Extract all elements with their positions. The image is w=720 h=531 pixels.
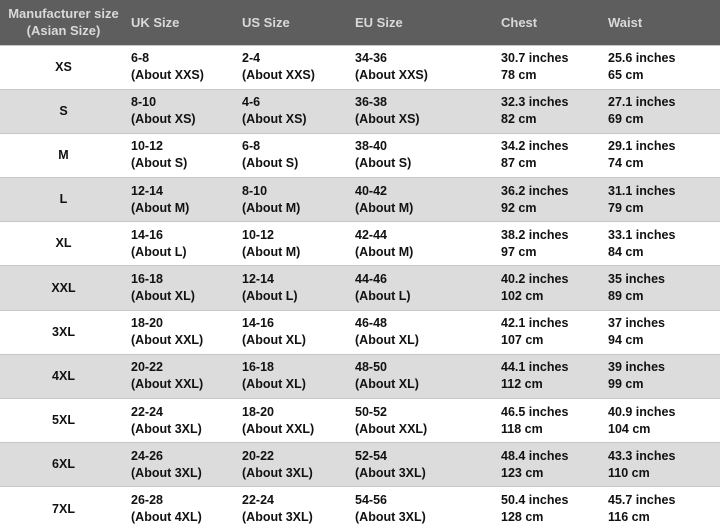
waist-cell-line1: 43.3 inches (608, 448, 676, 463)
eu-cell-line1: 34-36 (355, 51, 387, 66)
uk-cell-line2: (About XXS) (131, 68, 204, 83)
chest-cell-line1: 38.2 inches (501, 227, 569, 242)
us-cell-line1: 12-14 (242, 272, 274, 287)
us-cell-line1: 8-10 (242, 183, 268, 198)
uk-cell-line2: (About XL) (131, 289, 195, 304)
table-row (0, 178, 720, 222)
eu-cell (351, 178, 497, 222)
chest-cell-line1: 50.4 inches (501, 493, 569, 508)
table-row (0, 89, 720, 133)
chest-cell-line2: 97 cm (501, 244, 537, 259)
eu-cell-line1: 44-46 (355, 272, 387, 287)
waist-cell-line2: 65 cm (608, 68, 644, 83)
eu-cell (351, 310, 497, 354)
us-cell-line1: 4-6 (242, 95, 261, 110)
table-row (0, 133, 720, 177)
manufacturer-size-cell: XS (0, 45, 127, 89)
us-cell (238, 178, 351, 222)
eu-cell-line2: (About XL) (355, 333, 419, 348)
waist-cell (604, 354, 720, 398)
table-row (0, 45, 720, 89)
chest-cell-line2: 123 cm (501, 465, 544, 480)
table-row (0, 399, 720, 443)
us-cell (238, 45, 351, 89)
us-cell-line1: 14-16 (242, 316, 274, 331)
us-cell-line1: 6-8 (242, 139, 261, 154)
eu-cell (351, 133, 497, 177)
eu-cell-line2: (About XL) (355, 377, 419, 392)
eu-cell-line1: 52-54 (355, 448, 387, 463)
waist-cell-line1: 31.1 inches (608, 183, 676, 198)
uk-cell-line1: 14-16 (131, 227, 163, 242)
eu-cell-line2: (About 3XL) (355, 465, 426, 480)
uk-cell-line1: 8-10 (131, 95, 157, 110)
eu-cell-line2: (About S) (355, 156, 412, 171)
header-manufacturer-size-line2: (Asian Size) (26, 23, 101, 39)
eu-cell-line2: (About M) (355, 200, 414, 215)
us-cell-line2: (About M) (242, 200, 301, 215)
waist-cell-line1: 37 inches (608, 316, 665, 331)
chest-cell-line2: 102 cm (501, 289, 544, 304)
uk-cell-line1: 16-18 (131, 272, 163, 287)
us-cell-line2: (About M) (242, 244, 301, 259)
waist-cell (604, 266, 720, 310)
chest-cell-line2: 118 cm (501, 421, 543, 436)
waist-cell-line2: 116 cm (608, 510, 650, 525)
eu-cell (351, 443, 497, 487)
uk-cell-line2: (About XXL) (131, 333, 204, 348)
manufacturer-size-cell: 6XL (0, 443, 127, 487)
uk-cell-line1: 26-28 (131, 493, 163, 508)
eu-cell (351, 354, 497, 398)
waist-cell (604, 399, 720, 443)
us-cell-line2: (About XL) (242, 377, 306, 392)
chest-cell-line1: 48.4 inches (501, 448, 569, 463)
uk-cell (127, 310, 238, 354)
eu-cell-line1: 40-42 (355, 183, 387, 198)
waist-cell-line1: 33.1 inches (608, 227, 676, 242)
eu-cell-line2: (About XS) (355, 112, 420, 127)
waist-cell (604, 487, 720, 531)
eu-cell-line1: 48-50 (355, 360, 387, 375)
eu-cell-line2: (About XXS) (355, 68, 428, 83)
waist-cell-line2: 94 cm (608, 333, 644, 348)
uk-cell-line2: (About XXL) (131, 377, 204, 392)
header-uk-size: UK Size (131, 14, 180, 30)
chest-cell (497, 266, 604, 310)
chest-cell-line1: 40.2 inches (501, 272, 569, 287)
table-row (0, 443, 720, 487)
us-cell-line1: 2-4 (242, 51, 261, 66)
us-cell-line1: 20-22 (242, 448, 274, 463)
uk-cell (127, 487, 238, 531)
us-cell-line1: 22-24 (242, 493, 274, 508)
eu-cell-line1: 42-44 (355, 227, 387, 242)
us-cell-line2: (About XS) (242, 112, 307, 127)
uk-cell-line2: (About 4XL) (131, 510, 202, 525)
us-cell-line1: 18-20 (242, 404, 274, 419)
eu-cell (351, 487, 497, 531)
us-cell (238, 443, 351, 487)
uk-cell-line1: 12-14 (131, 183, 163, 198)
eu-cell (351, 89, 497, 133)
waist-cell-line2: 99 cm (608, 377, 644, 392)
us-cell-line2: (About XL) (242, 333, 306, 348)
us-cell (238, 266, 351, 310)
eu-cell-line2: (About XXL) (355, 421, 428, 436)
eu-cell (351, 45, 497, 89)
table-body (0, 45, 720, 531)
waist-cell-line1: 40.9 inches (608, 404, 676, 419)
waist-cell-line2: 79 cm (608, 200, 644, 215)
waist-cell (604, 133, 720, 177)
manufacturer-size-cell: 5XL (0, 399, 127, 443)
chest-cell-line2: 107 cm (501, 333, 544, 348)
chest-cell-line2: 78 cm (501, 68, 537, 83)
chest-cell (497, 222, 604, 266)
chest-cell-line2: 82 cm (501, 112, 537, 127)
us-cell-line2: (About 3XL) (242, 510, 313, 525)
waist-cell (604, 443, 720, 487)
waist-cell-line1: 25.6 inches (608, 51, 676, 66)
header-eu-size: EU Size (355, 14, 403, 30)
manufacturer-size-cell: 7XL (0, 487, 127, 531)
manufacturer-size-cell: XXL (0, 266, 127, 310)
waist-cell (604, 45, 720, 89)
waist-cell-line2: 89 cm (608, 289, 644, 304)
eu-cell-line2: (About 3XL) (355, 510, 426, 525)
eu-cell-line1: 36-38 (355, 95, 387, 110)
chest-cell (497, 89, 604, 133)
waist-cell-line2: 69 cm (608, 112, 644, 127)
us-cell (238, 487, 351, 531)
manufacturer-size-cell: XL (0, 222, 127, 266)
table-row (0, 310, 720, 354)
waist-cell (604, 89, 720, 133)
eu-cell-line1: 54-56 (355, 493, 387, 508)
header-waist: Waist (608, 14, 643, 30)
us-cell-line2: (About S) (242, 156, 299, 171)
uk-cell (127, 443, 238, 487)
us-cell (238, 354, 351, 398)
table-row (0, 487, 720, 531)
header-chest: Chest (501, 14, 538, 30)
eu-cell (351, 222, 497, 266)
us-cell-line2: (About XXL) (242, 421, 315, 436)
manufacturer-size-cell: 3XL (0, 310, 127, 354)
uk-cell (127, 266, 238, 310)
header-us-size: US Size (242, 14, 290, 30)
manufacturer-size-cell: S (0, 89, 127, 133)
us-cell (238, 399, 351, 443)
chest-cell-line2: 128 cm (501, 510, 544, 525)
waist-cell-line2: 110 cm (608, 465, 650, 480)
chest-cell-line1: 32.3 inches (501, 95, 569, 110)
uk-cell-line2: (About 3XL) (131, 465, 202, 480)
eu-cell-line2: (About L) (355, 289, 411, 304)
table-row (0, 222, 720, 266)
uk-cell (127, 354, 238, 398)
chest-cell (497, 443, 604, 487)
waist-cell-line1: 35 inches (608, 272, 665, 287)
uk-cell-line1: 18-20 (131, 316, 163, 331)
waist-cell-line2: 104 cm (608, 421, 651, 436)
table-row (0, 266, 720, 310)
waist-cell (604, 310, 720, 354)
waist-cell-line2: 74 cm (608, 156, 644, 171)
eu-cell-line1: 38-40 (355, 139, 387, 154)
chest-cell-line2: 87 cm (501, 156, 537, 171)
header-manufacturer-size-line1: Manufacturer size (8, 6, 119, 22)
uk-cell (127, 133, 238, 177)
chest-cell (497, 178, 604, 222)
table-row (0, 354, 720, 398)
chest-cell-line1: 44.1 inches (501, 360, 569, 375)
us-cell (238, 222, 351, 266)
eu-cell (351, 399, 497, 443)
us-cell-line1: 16-18 (242, 360, 274, 375)
uk-cell-line1: 10-12 (131, 139, 163, 154)
uk-cell-line2: (About 3XL) (131, 421, 202, 436)
uk-cell-line1: 22-24 (131, 404, 163, 419)
manufacturer-size-cell: 4XL (0, 354, 127, 398)
eu-cell-line2: (About M) (355, 244, 414, 259)
chest-cell-line1: 36.2 inches (501, 183, 569, 198)
us-cell (238, 133, 351, 177)
chest-cell (497, 354, 604, 398)
chest-cell-line1: 30.7 inches (501, 51, 569, 66)
chest-cell-line2: 112 cm (501, 377, 543, 392)
us-cell-line2: (About 3XL) (242, 465, 313, 480)
uk-cell (127, 89, 238, 133)
chest-cell-line2: 92 cm (501, 200, 537, 215)
uk-cell-line2: (About S) (131, 156, 188, 171)
waist-cell-line2: 84 cm (608, 244, 644, 259)
uk-cell-line1: 24-26 (131, 448, 163, 463)
waist-cell-line1: 45.7 inches (608, 493, 676, 508)
eu-cell-line1: 46-48 (355, 316, 387, 331)
uk-cell (127, 399, 238, 443)
chest-cell (497, 399, 604, 443)
us-cell-line2: (About L) (242, 289, 298, 304)
uk-cell (127, 222, 238, 266)
waist-cell-line1: 27.1 inches (608, 95, 676, 110)
eu-cell (351, 266, 497, 310)
us-cell-line2: (About XXS) (242, 68, 315, 83)
uk-cell-line2: (About L) (131, 244, 187, 259)
uk-cell (127, 45, 238, 89)
chest-cell (497, 133, 604, 177)
waist-cell (604, 178, 720, 222)
uk-cell-line1: 20-22 (131, 360, 163, 375)
header-manufacturer-size (0, 0, 127, 45)
chest-cell (497, 45, 604, 89)
manufacturer-size-cell: M (0, 133, 127, 177)
us-cell (238, 89, 351, 133)
waist-cell-line1: 29.1 inches (608, 139, 676, 154)
uk-cell-line1: 6-8 (131, 51, 150, 66)
chest-cell (497, 487, 604, 531)
uk-cell-line2: (About XS) (131, 112, 196, 127)
manufacturer-size-cell: L (0, 178, 127, 222)
header-row (0, 0, 720, 45)
us-cell (238, 310, 351, 354)
chest-cell (497, 310, 604, 354)
chest-cell-line1: 46.5 inches (501, 404, 569, 419)
us-cell-line1: 10-12 (242, 227, 274, 242)
eu-cell-line1: 50-52 (355, 404, 387, 419)
waist-cell (604, 222, 720, 266)
uk-cell (127, 178, 238, 222)
waist-cell-line1: 39 inches (608, 360, 665, 375)
chest-cell-line1: 42.1 inches (501, 316, 569, 331)
chest-cell-line1: 34.2 inches (501, 139, 569, 154)
uk-cell-line2: (About M) (131, 200, 190, 215)
